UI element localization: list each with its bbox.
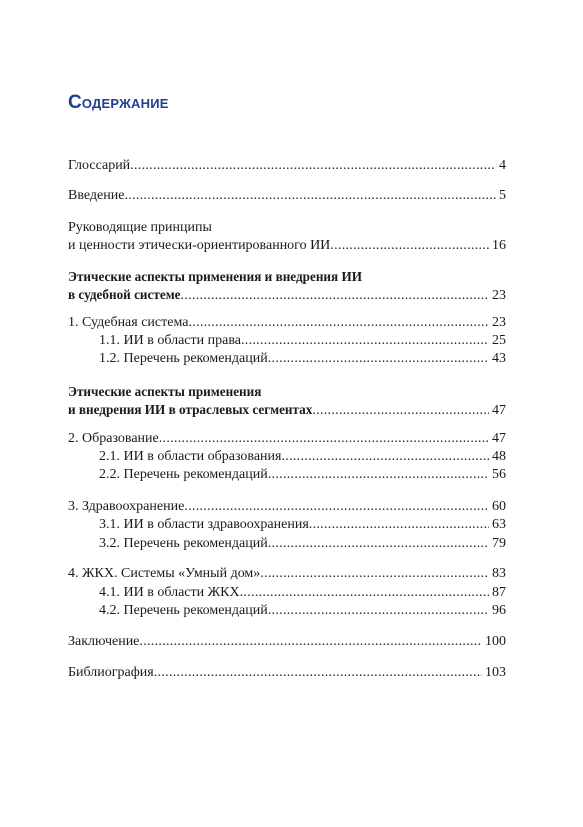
toc-entry-section-2-2[interactable] bbox=[99, 466, 506, 484]
toc-entry-page: 63 bbox=[492, 517, 506, 532]
toc-entry-intro[interactable] bbox=[68, 187, 506, 205]
toc-entry-page: 87 bbox=[492, 585, 506, 600]
toc-entry-label: 3. Здравоохранение bbox=[68, 499, 185, 514]
dot-leader bbox=[139, 633, 482, 651]
toc-entry-label: 1. Судебная система bbox=[68, 315, 189, 330]
toc-entry-section-1-1[interactable] bbox=[99, 332, 506, 350]
toc-entry-principles[interactable] bbox=[68, 237, 506, 255]
dot-leader bbox=[330, 237, 489, 255]
dot-leader bbox=[240, 584, 489, 602]
toc-entry-section-3-1[interactable] bbox=[99, 516, 506, 534]
toc-entry-label: Заключение bbox=[68, 634, 140, 649]
dot-leader bbox=[124, 187, 496, 205]
dot-leader bbox=[130, 157, 496, 175]
page-title: Содержание bbox=[68, 92, 169, 113]
toc-part-sectors-line-1: Этические аспекты применения bbox=[68, 384, 262, 399]
toc-entry-label: 1.1. ИИ в области права bbox=[99, 333, 241, 348]
toc-entry-bibliography[interactable] bbox=[68, 664, 506, 682]
toc-entry-label: 2.1. ИИ в области образования bbox=[99, 449, 282, 464]
toc-entry-page: 83 bbox=[492, 566, 506, 581]
toc-entry-page: 47 bbox=[492, 431, 506, 446]
toc-entry-page: 103 bbox=[485, 665, 506, 680]
toc-entry-label: 3.1. ИИ в области здравоохранения bbox=[99, 517, 309, 532]
dot-leader bbox=[268, 602, 489, 620]
toc-entry-principles-line-1: Руководящие принципы bbox=[68, 220, 212, 235]
dot-leader bbox=[309, 516, 489, 534]
toc-entry-section-2-1[interactable] bbox=[99, 448, 506, 466]
dot-leader bbox=[184, 498, 489, 516]
toc-entry-section-3-2[interactable] bbox=[99, 535, 506, 553]
toc-entry-section-4-2[interactable] bbox=[99, 602, 506, 620]
toc-part-judicial-line-1: Этические аспекты применения и внедрения ИИ bbox=[68, 269, 362, 284]
dot-leader bbox=[312, 402, 489, 420]
dot-leader bbox=[268, 466, 489, 484]
dot-leader bbox=[181, 287, 489, 305]
dot-leader bbox=[281, 448, 489, 466]
toc-entry-label: 2.2. Перечень рекомендаций bbox=[99, 467, 268, 482]
toc-entry-label: Библиография bbox=[68, 665, 154, 680]
toc-part-judicial[interactable] bbox=[68, 286, 506, 304]
toc-entry-label: 4.1. ИИ в области ЖКХ bbox=[99, 585, 240, 600]
dot-leader bbox=[268, 535, 489, 553]
toc-entry-page: 4 bbox=[499, 158, 506, 173]
toc-part-sectors[interactable] bbox=[68, 401, 506, 419]
toc-entry-label: 4. ЖКХ. Системы «Умный дом» bbox=[68, 566, 261, 581]
toc-entry-page: 43 bbox=[492, 351, 506, 366]
toc-entry-page: 96 bbox=[492, 603, 506, 618]
dot-leader bbox=[260, 565, 489, 583]
dot-leader bbox=[188, 314, 489, 332]
toc-entry-section-1[interactable] bbox=[68, 314, 506, 332]
toc-entry-label: в судебной системе bbox=[68, 287, 181, 302]
toc-entry-section-4-1[interactable] bbox=[99, 584, 506, 602]
toc-entry-section-1-2[interactable] bbox=[99, 350, 506, 368]
dot-leader bbox=[268, 350, 489, 368]
toc-entry-label: 4.2. Перечень рекомендаций bbox=[99, 603, 268, 618]
toc-entry-page: 79 bbox=[492, 536, 506, 551]
toc-entry-label: и ценности этически-ориентированного ИИ bbox=[68, 238, 331, 253]
toc-entry-glossary[interactable] bbox=[68, 157, 506, 175]
toc-entry-page: 25 bbox=[492, 333, 506, 348]
toc-entry-page: 56 bbox=[492, 467, 506, 482]
toc-entry-page: 60 bbox=[492, 499, 506, 514]
toc-entry-section-4[interactable] bbox=[68, 565, 506, 583]
toc-entry-label: и внедрения ИИ в отраслевых сегментах bbox=[68, 402, 313, 417]
dot-leader bbox=[154, 664, 482, 682]
dot-leader bbox=[241, 332, 489, 350]
toc-entry-page: 23 bbox=[492, 288, 506, 303]
toc-entry-page: 100 bbox=[485, 634, 506, 649]
toc-entry-label: 2. Образование bbox=[68, 431, 159, 446]
toc-entry-page: 47 bbox=[492, 403, 506, 418]
toc-entry-section-3[interactable] bbox=[68, 498, 506, 516]
toc-entry-label: Глоссарий bbox=[68, 158, 131, 173]
toc-entry-conclusion[interactable] bbox=[68, 633, 506, 651]
toc-entry-page: 23 bbox=[492, 315, 506, 330]
toc-entry-label: 3.2. Перечень рекомендаций bbox=[99, 536, 268, 551]
toc-entry-page: 16 bbox=[492, 238, 506, 253]
toc-entry-label: 1.2. Перечень рекомендаций bbox=[99, 351, 268, 366]
dot-leader bbox=[159, 430, 489, 448]
toc-entry-page: 48 bbox=[492, 449, 506, 464]
toc-entry-section-2[interactable] bbox=[68, 430, 506, 448]
toc-entry-label: Введение bbox=[68, 188, 125, 203]
toc-entry-page: 5 bbox=[499, 188, 506, 203]
